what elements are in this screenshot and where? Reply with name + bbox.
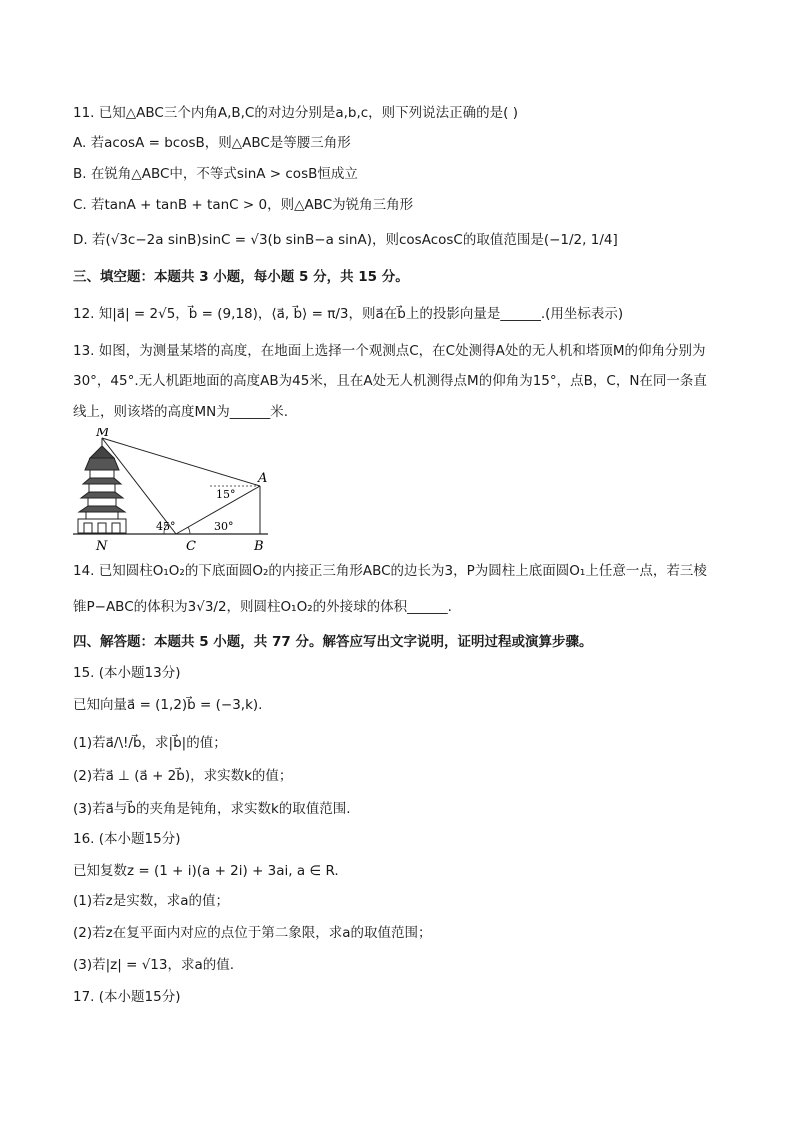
line-MA	[102, 438, 260, 486]
q14-line2: 锥P−ABC的体积为3√3/2，则圆柱O₁O₂的外接球的体积______.	[73, 599, 452, 615]
label-C: C	[186, 539, 196, 554]
q12-stem: 12. 知|a⃗| = 2√5，b⃗ = (9,18)，⟨a⃗, b⃗⟩ = π/3，则a⃗在b⃗上的投影向量是______.(用坐标表示)	[73, 306, 624, 322]
q14-line1: 14. 已知圆柱O₁O₂的下底面圆O₂的内接正三角形ABC的边长为3，P为圆柱上底面圆O₁上任意一点，若三棱	[73, 563, 707, 579]
q13-line2: 30°，45°.无人机距地面的高度AB为45米，且在A处无人机测得点M的仰角为15°，点B，C，N在同一条直	[73, 373, 707, 389]
label-N: N	[96, 539, 108, 554]
q16-title: 16. (本小题15分)	[73, 831, 181, 847]
q16-stem: 已知复数z = (1 + i)(a + 2i) + 3ai, a ∈ R.	[73, 863, 339, 879]
label-M: M	[96, 428, 110, 440]
q11-option-a: A. 若acosA = bcosB，则△ABC是等腰三角形	[73, 135, 351, 151]
label-angle-30: 30°	[214, 520, 234, 533]
q15-part1: (1)若a⃗/\!/b⃗，求|b⃗|的值；	[73, 735, 227, 751]
q11-option-b: B. 在锐角△ABC中，不等式sinA > cosB恒成立	[73, 166, 358, 182]
q15-title: 15. (本小题13分)	[73, 665, 181, 681]
label-angle-45: 45°	[156, 520, 176, 533]
q15-part3: (3)若a⃗与b⃗的夹角是钝角，求实数k的取值范围.	[73, 801, 351, 817]
q13-line3: 线上，则该塔的高度MN为______米.	[73, 404, 289, 420]
pagoda-icon	[78, 438, 126, 533]
q11-stem: 11. 已知△ABC三个内角A,B,C的对边分别是a,b,c，则下列说法正确的是( )	[73, 105, 519, 121]
label-A: A	[258, 471, 268, 486]
q13-line1: 13. 如图，为测量某塔的高度，在地面上选择一个观测点C，在C处测得A处的无人机和塔顶M的仰角分别为	[73, 343, 706, 359]
q16-part2: (2)若z在复平面内对应的点位于第二象限，求a的取值范围；	[73, 925, 432, 941]
q16-part3: (3)若|z| = √13，求a的值.	[73, 957, 235, 973]
q11-option-d: D. 若(√3c−2a sinB)sinC = √3(b sinB−a sinA)，则cosAcosC的取值范围是(−1/2, 1/4]	[73, 232, 618, 248]
tower-figure	[70, 428, 270, 556]
q11-option-c: C. 若tanA + tanB + tanC > 0，则△ABC为锐角三角形	[73, 197, 414, 213]
arc-30	[188, 527, 190, 534]
tower-diagram	[70, 428, 270, 556]
q15-stem: 已知向量a⃗ = (1,2)b⃗ = (−3,k).	[73, 697, 263, 713]
section-fill-in-heading: 三、填空题：本题共 3 小题，每小题 5 分，共 15 分。	[73, 269, 409, 285]
q17-title: 17. (本小题15分)	[73, 989, 181, 1005]
label-B: B	[254, 539, 264, 554]
q15-part2: (2)若a⃗ ⊥ (a⃗ + 2b⃗)，求实数k的值；	[73, 768, 293, 784]
section-answer-heading: 四、解答题：本题共 5 小题，共 77 分。解答应写出文字说明，证明过程或演算步骤。	[73, 634, 593, 650]
label-angle-15: 15°	[216, 488, 236, 501]
q16-part1: (1)若z是实数，求a的值；	[73, 893, 229, 909]
